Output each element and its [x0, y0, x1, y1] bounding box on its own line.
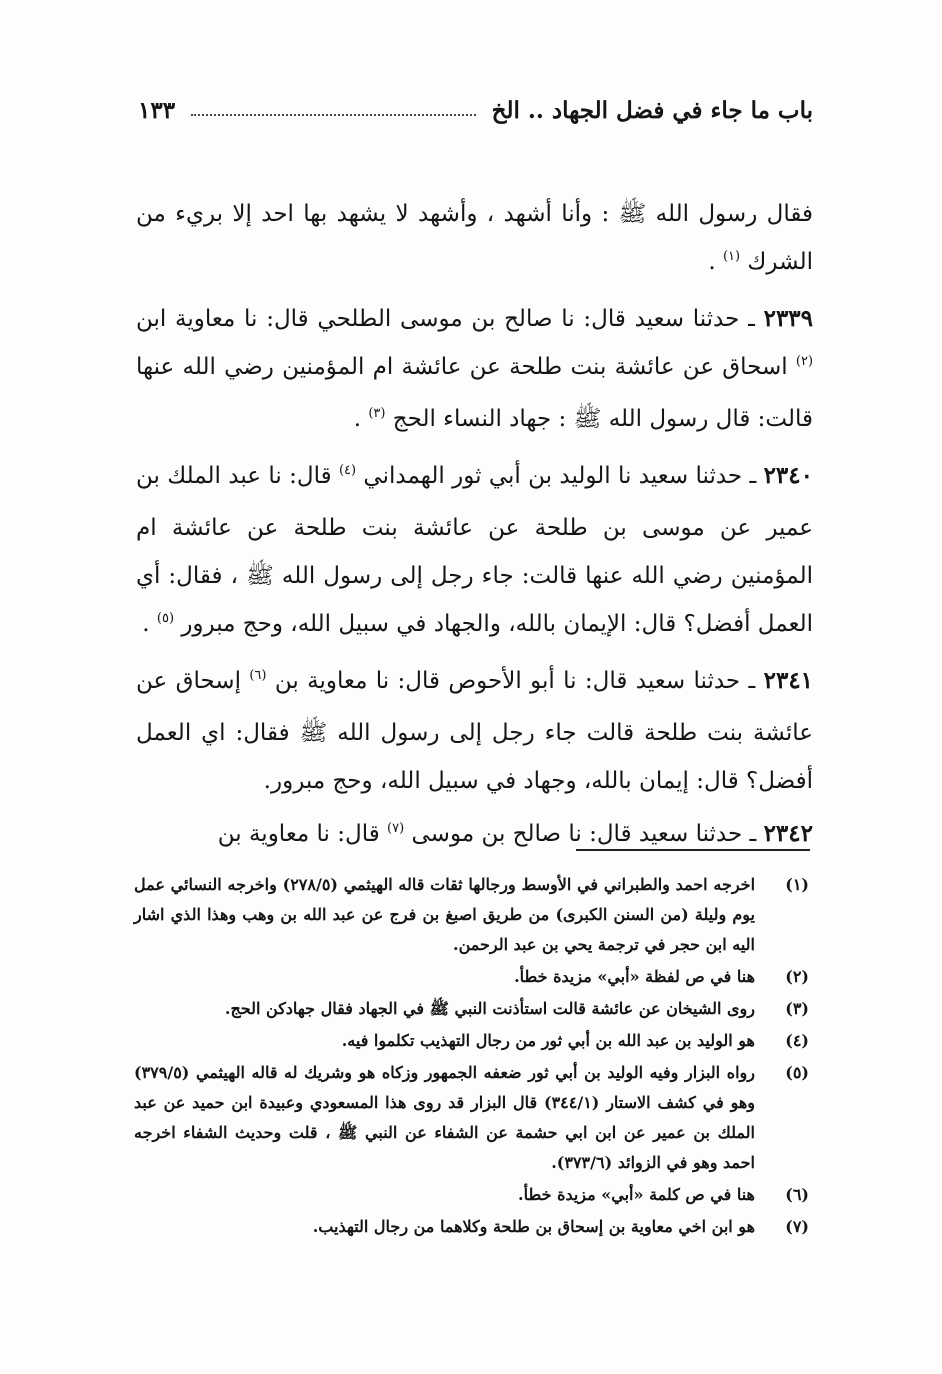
paragraph-text: اسحاق عن عائشة بنت طلحة عن عائشة ام المؤمنين رضي الله عنها قالت: قال رسول الله ﷺ : جهاد النساء الحج [136, 354, 813, 432]
hadith-paragraph [136, 295, 813, 447]
footnote-number: (٧) [785, 1217, 809, 1236]
footnote-ref: (٦) [249, 668, 267, 683]
footnote-number: (٣) [785, 999, 809, 1018]
footnote [134, 994, 809, 1024]
paragraph-text: . [142, 611, 150, 637]
footnote-text: رواه البزار وفيه الوليد بن أبي ثور ضعفه الجمهور وزكاه هو وشريك له قاله الهيثمي (٣٧٩/٥) وهو في كشف الاستار (٣٤٤/١) قال البزار قد روى هذا المسعودي وعبيدة ابن حميد عن عبد الملك بن عمير عن ابن ابي حشمة عن الشفاء عن النبي ﷺ ، قلت وحديث الشفاء اخرجه احمد وهو في الزوائد (٣٧٣/٦). [134, 1063, 756, 1172]
paragraph-text: فقال رسول الله ﷺ : وأنا أشهد ، وأشهد لا يشهد بها احد إلا بريء من الشرك [136, 201, 813, 275]
footnote-text: هنا في ص لفظة «أبي» مزيدة خطأ. [514, 967, 755, 986]
paragraph-text: . [708, 249, 716, 275]
footnote-number: (٤) [785, 1031, 809, 1050]
footnote-ref: (٢) [795, 354, 814, 369]
paragraph-continuation [136, 190, 813, 290]
paragraph-text: . [353, 406, 361, 432]
running-title: باب ما جاء في فضل الجهاد .. الخ [491, 96, 813, 124]
footnote-text: روى الشيخان عن عائشة قالت استأذنت النبي ﷺ في الجهاد فقال جهادكن الحج. [224, 999, 755, 1018]
footnote-ref: (١) [722, 249, 741, 264]
paragraph-text: قال: نا عبد الملك بن عمير عن موسى بن طلحة عن عائشة بنت طلحة عن عائشة ام المؤمنين رضي الله عنها قالت: جاء رجل إلى رسول الله ﷺ ، فقال: أي العمل أفضل؟ قال: الإيمان بالله، والجهاد في سبيل الله، وحج مبرور [136, 463, 813, 637]
hadith-paragraph [136, 810, 813, 862]
footnote [134, 962, 809, 992]
footnote [134, 1058, 809, 1178]
paragraph-text: قال: نا معاوية بن [217, 821, 380, 847]
footnote-text: هو الوليد بن عبد الله بن أبي ثور من رجال التهذيب تكلموا فيه. [341, 1031, 755, 1050]
hadith-number: ٢٣٤١ [763, 667, 814, 694]
footnote [134, 1212, 809, 1242]
paragraph-text: ـ حدثنا سعيد نا الوليد بن أبي ثور الهمداني [363, 463, 757, 489]
main-text [136, 190, 813, 867]
footnote [134, 870, 809, 960]
paragraph-text: ـ حدثنا سعيد قال: نا أبو الأحوص قال: نا معاوية بن [274, 668, 756, 694]
footnote-ref: (٤) [338, 463, 357, 478]
footnote-ref: (٧) [387, 821, 405, 836]
footnote-number: (٦) [785, 1185, 809, 1204]
footnote-number: (١) [785, 875, 809, 894]
hadith-number: ٢٣٤٢ [763, 820, 813, 847]
footnote-text: هو ابن اخي معاوية بن إسحاق بن طلحة وكلاهما من رجال التهذيب. [312, 1217, 755, 1236]
header-dotted-leader [191, 104, 476, 116]
footnote-number: (٥) [785, 1063, 809, 1082]
footnote-ref: (٣) [368, 406, 386, 421]
hadith-number: ٢٣٤٠ [763, 462, 813, 489]
footnote-separator [576, 849, 810, 851]
footnote-ref: (٥) [156, 611, 175, 626]
page-header [138, 90, 813, 130]
footnote-text: هنا في ص كلمة «أبي» مزيدة خطأ. [518, 1185, 755, 1204]
paragraph-text: ـ حدثنا سعيد قال: نا صالح بن موسى [411, 821, 757, 847]
footnote-text: اخرجه احمد والطبراني في الأوسط ورجالها ثقات قاله الهيثمي (٢٧٨/٥) واخرجه النسائي عمل يوم وليلة (من السنن الكبرى) من طريق اصبغ بن فرج عن عبد الله بن وهب وهذا الذي اشار اليه ابن حجر في ترجمة يحي بن عبد الرحمن. [134, 875, 756, 954]
footnote [134, 1026, 809, 1056]
hadith-number: ٢٣٣٩ [763, 305, 814, 332]
footnotes [134, 870, 809, 1244]
hadith-paragraph [136, 657, 813, 805]
page-number: ١٣٣ [138, 96, 176, 124]
footnote [134, 1180, 809, 1210]
hadith-paragraph [136, 452, 813, 652]
paragraph-text: ـ حدثنا سعيد قال: نا صالح بن موسى الطلحي قال: نا معاوية ابن [136, 306, 755, 332]
paragraph-text: إسحاق عن عائشة بنت طلحة قالت جاء رجل إلى رسول الله ﷺ فقال: اي العمل أفضل؟ قال: إيمان بالله، وجهاد في سبيل الله، وحج مبرور. [136, 668, 813, 794]
footnote-number: (٢) [785, 967, 809, 986]
